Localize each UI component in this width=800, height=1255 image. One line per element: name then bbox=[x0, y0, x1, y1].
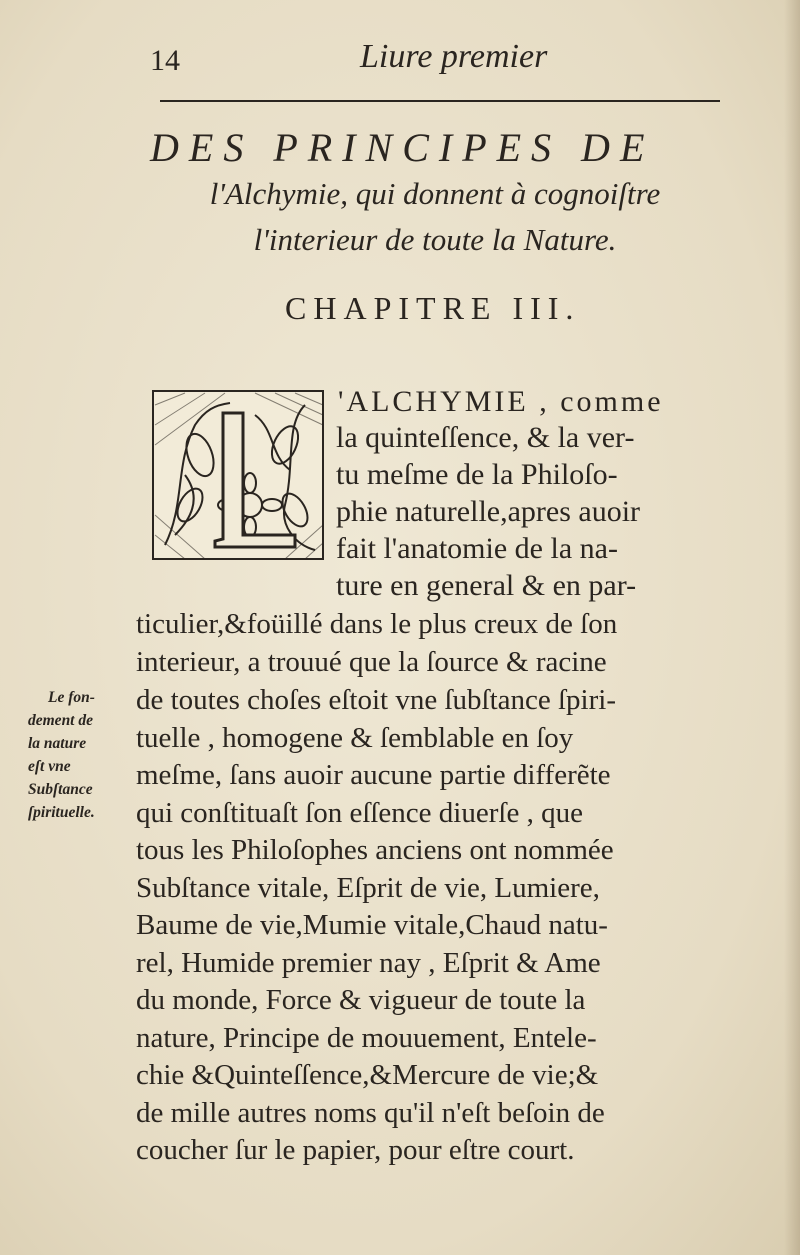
header-rule bbox=[160, 100, 720, 102]
page-number: 14 bbox=[150, 44, 180, 77]
marginal-note-line: eſt vne bbox=[28, 758, 71, 775]
running-head: Liure premier bbox=[360, 38, 548, 75]
body-line: Baume de vie,Mumie vitale,Chaud natu- bbox=[136, 909, 608, 941]
body-line: du monde, Force & vigueur de toute la bbox=[136, 984, 586, 1016]
body-line: de toutes choſes eſtoit vne ſubſtance ſpiri- bbox=[136, 684, 616, 716]
body-line: tuelle , homogene & ſemblable en ſoy bbox=[136, 722, 574, 754]
chapter-heading: CHAPITRE III. bbox=[285, 290, 581, 326]
marginal-note-line: Subſtance bbox=[28, 781, 93, 798]
body-line: tous les Philoſophes anciens ont nommée bbox=[136, 834, 614, 866]
ornamental-initial-icon bbox=[145, 385, 330, 565]
body-line: nature, Principe de mouuement, Entele- bbox=[136, 1022, 597, 1054]
body-line: ticulier,&foüillé dans le plus creux de ſon bbox=[136, 608, 618, 640]
section-subtitle-line-2: l'interieur de toute la Nature. bbox=[253, 222, 617, 257]
body-line: la quinteſſence, & la ver- bbox=[336, 421, 635, 454]
page-edge-shadow bbox=[784, 0, 800, 1255]
body-line: phie naturelle,apres auoir bbox=[336, 495, 641, 528]
section-title: DES PRINCIPES DE bbox=[150, 125, 655, 170]
body-line: fait l'anatomie de la na- bbox=[336, 532, 618, 565]
marginal-note-line: Le fon- bbox=[48, 689, 95, 706]
body-line: rel, Humide premier nay , Eſprit & Ame bbox=[136, 947, 601, 979]
body-line: 'ALCHYMIE , comme bbox=[338, 385, 664, 418]
body-line: de mille autres noms qu'il n'eſt beſoin de bbox=[136, 1097, 605, 1129]
body-line: interieur, a trouué que la ſource & racine bbox=[136, 646, 607, 678]
body-line: meſme, ſans auoir aucune partie differẽte bbox=[136, 759, 611, 791]
marginal-note-line: ſpirituelle. bbox=[28, 804, 95, 821]
body-line: Subſtance vitale, Eſprit de vie, Lumiere, bbox=[136, 872, 600, 904]
marginal-note bbox=[28, 686, 138, 824]
marginal-note-line: la nature bbox=[28, 735, 87, 752]
body-line: ture en general & en par- bbox=[336, 569, 637, 602]
body-line: coucher ſur le papier, pour eſtre court. bbox=[136, 1134, 575, 1166]
body-line: chie &Quinteſſence,&Mercure de vie;& bbox=[136, 1059, 599, 1091]
body-line: tu meſme de la Philoſo- bbox=[336, 458, 618, 491]
marginal-note-line: dement de bbox=[28, 712, 93, 729]
section-subtitle-line-1: l'Alchymie, qui donnent à cognoiſtre bbox=[209, 176, 661, 211]
body-line: qui conſtituaſt ſon eſſence diuerſe , que bbox=[136, 797, 583, 829]
